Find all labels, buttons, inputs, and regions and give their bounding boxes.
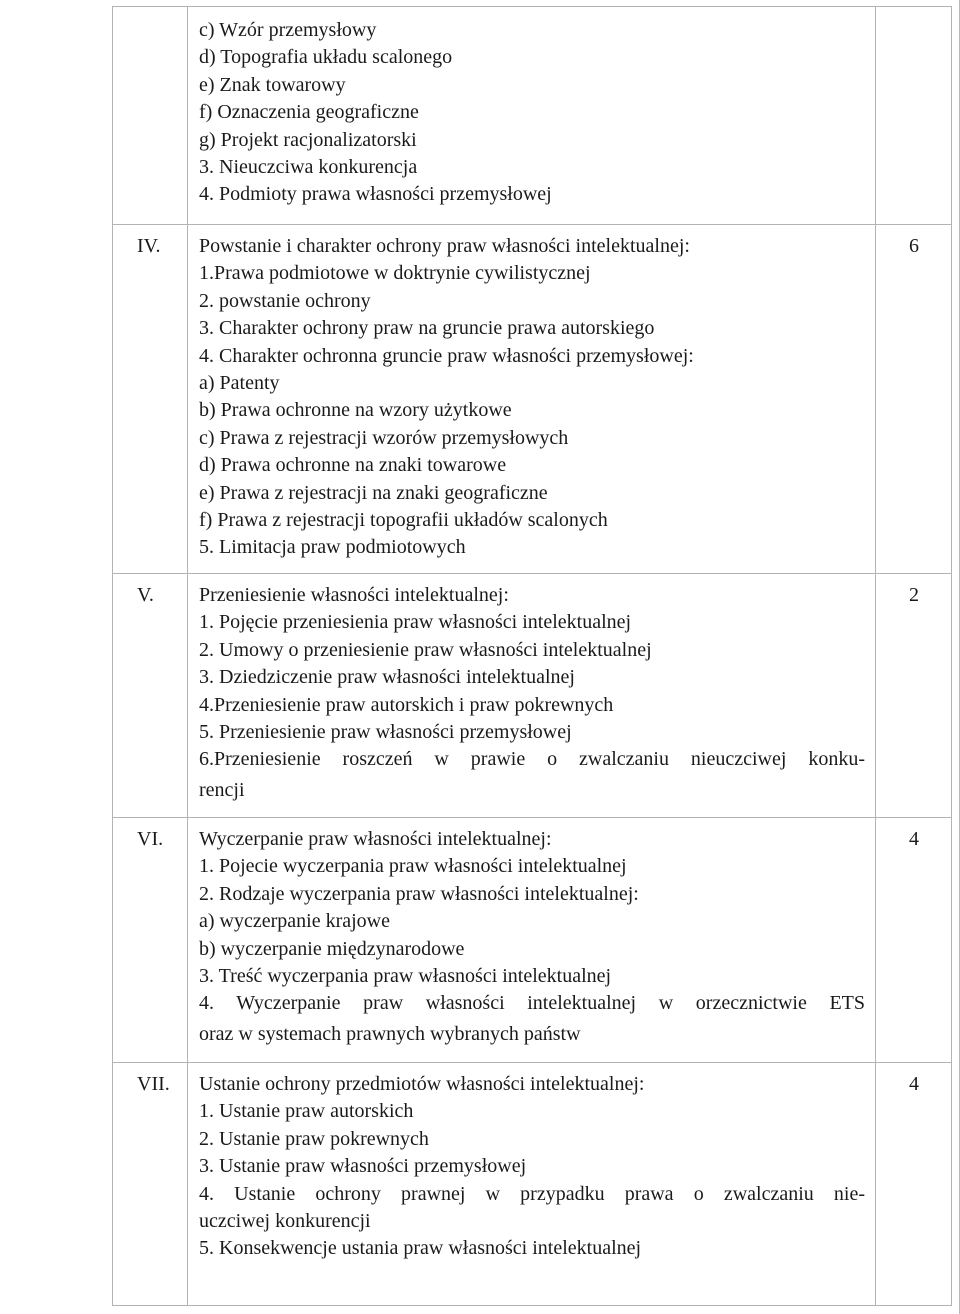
row-hours: 6: [909, 235, 919, 257]
column-divider-hours: [875, 7, 876, 1305]
topic-line: f) Prawa z rejestracji topografii układów scalonych: [199, 509, 608, 532]
topic-line: 1. Ustanie praw autorskich: [199, 1100, 414, 1123]
topic-line: 1. Pojęcie przeniesienia praw własności intelektualnej: [199, 611, 632, 634]
topic-line: b) Prawa ochronne na wzory użytkowe: [199, 399, 512, 422]
row-content: [199, 1071, 865, 1263]
syllabus-table: [112, 6, 952, 1306]
topic-line: c) Prawa z rejestracji wzorów przemysłowych: [199, 426, 569, 449]
topic-line: 2. powstanie ochrony: [199, 289, 371, 312]
column-divider-number: [187, 7, 188, 1305]
topic-line: e) Znak towarowy: [199, 73, 346, 96]
row-number: VI.: [137, 828, 164, 850]
topic-line: uczciwej konkurencji: [199, 1210, 371, 1233]
topic-line: c) Wzór przemysłowy: [199, 19, 377, 41]
row-number: V.: [137, 584, 154, 606]
topic-line: 2. Umowy o przeniesienie praw własności intelektualnej: [199, 638, 652, 661]
topic-line: b) wyczerpanie międzynarodowe: [199, 937, 465, 960]
row-divider: [113, 817, 951, 818]
topic-line: 1. Pojecie wyczerpania praw własności intelektualnej: [199, 855, 627, 878]
topic-line: 5. Przeniesienie praw własności przemysłowej: [199, 721, 572, 744]
topic-line: 1.Prawa podmiotowe w doktrynie cywilistycznej: [199, 262, 591, 285]
topic-line: 2. Rodzaje wyczerpania praw własności intelektualnej:: [199, 882, 639, 905]
topic-line: 5. Limitacja praw podmiotowych: [199, 536, 466, 559]
topic-line: e) Prawa z rejestracji na znaki geograficzne: [199, 481, 548, 504]
topic-line: 3. Charakter ochrony praw na gruncie prawa autorskiego: [199, 317, 655, 340]
topic-line: d) Topografia układu scalonego: [199, 46, 453, 69]
topic-line: a) wyczerpanie krajowe: [199, 910, 390, 933]
topic-line: 3. Treść wyczerpania praw własności intelektualnej: [199, 965, 612, 988]
topic-line: 2. Ustanie praw pokrewnych: [199, 1127, 429, 1150]
topic-line: a) Patenty: [199, 372, 280, 395]
topic-line: 3. Dziedziczenie praw własności intelektualnej: [199, 666, 575, 689]
row-content: [199, 826, 865, 1051]
row-divider: [113, 224, 951, 225]
topic-line: Przeniesienie własności intelektualnej:: [199, 584, 509, 606]
topic-line: 4. Ustanie ochrony prawnej w przypadku prawa o zwalczaniu nie-: [199, 1182, 865, 1205]
row-divider: [113, 1062, 951, 1063]
topic-line: Powstanie i charakter ochrony praw własności intelektualnej:: [199, 235, 690, 257]
row-number: VII.: [137, 1073, 170, 1095]
topic-line: 3. Ustanie praw własności przemysłowej: [199, 1155, 527, 1178]
topic-line: d) Prawa ochronne na znaki towarowe: [199, 454, 507, 477]
topic-line: 3. Nieuczciwa konkurencja: [199, 156, 418, 179]
topic-line: 4.Przeniesienie praw autorskich i praw pokrewnych: [199, 693, 614, 716]
topic-line: oraz w systemach prawnych wybranych państw: [199, 1022, 581, 1045]
topic-line: 4. Charakter ochronna gruncie praw własności przemysłowej:: [199, 344, 694, 367]
topic-line: rencji: [199, 778, 245, 801]
row-divider: [113, 573, 951, 574]
row-number: IV.: [137, 235, 161, 257]
topic-line: 4. Wyczerpanie praw własności intelektualnej w orzecznictwie ETS: [199, 992, 865, 1015]
row-content: [199, 582, 865, 807]
topic-line: g) Projekt racjonalizatorski: [199, 128, 417, 151]
topic-line: Ustanie ochrony przedmiotów własności intelektualnej:: [199, 1073, 645, 1095]
row-hours: 4: [909, 828, 919, 850]
topic-line: Wyczerpanie praw własności intelektualnej:: [199, 828, 552, 850]
topic-line: 5. Konsekwencje ustania praw własności intelektualnej: [199, 1237, 642, 1260]
row-hours: 2: [909, 584, 919, 606]
topic-line: 4. Podmioty prawa własności przemysłowej: [199, 183, 552, 206]
row-content: [199, 233, 865, 562]
topic-line: 6.Przeniesienie roszczeń w prawie o zwalczaniu nieuczciwej konku-: [199, 748, 865, 771]
row-content: [199, 17, 865, 209]
row-hours: 4: [909, 1073, 919, 1095]
topic-line: f) Oznaczenia geograficzne: [199, 101, 419, 124]
